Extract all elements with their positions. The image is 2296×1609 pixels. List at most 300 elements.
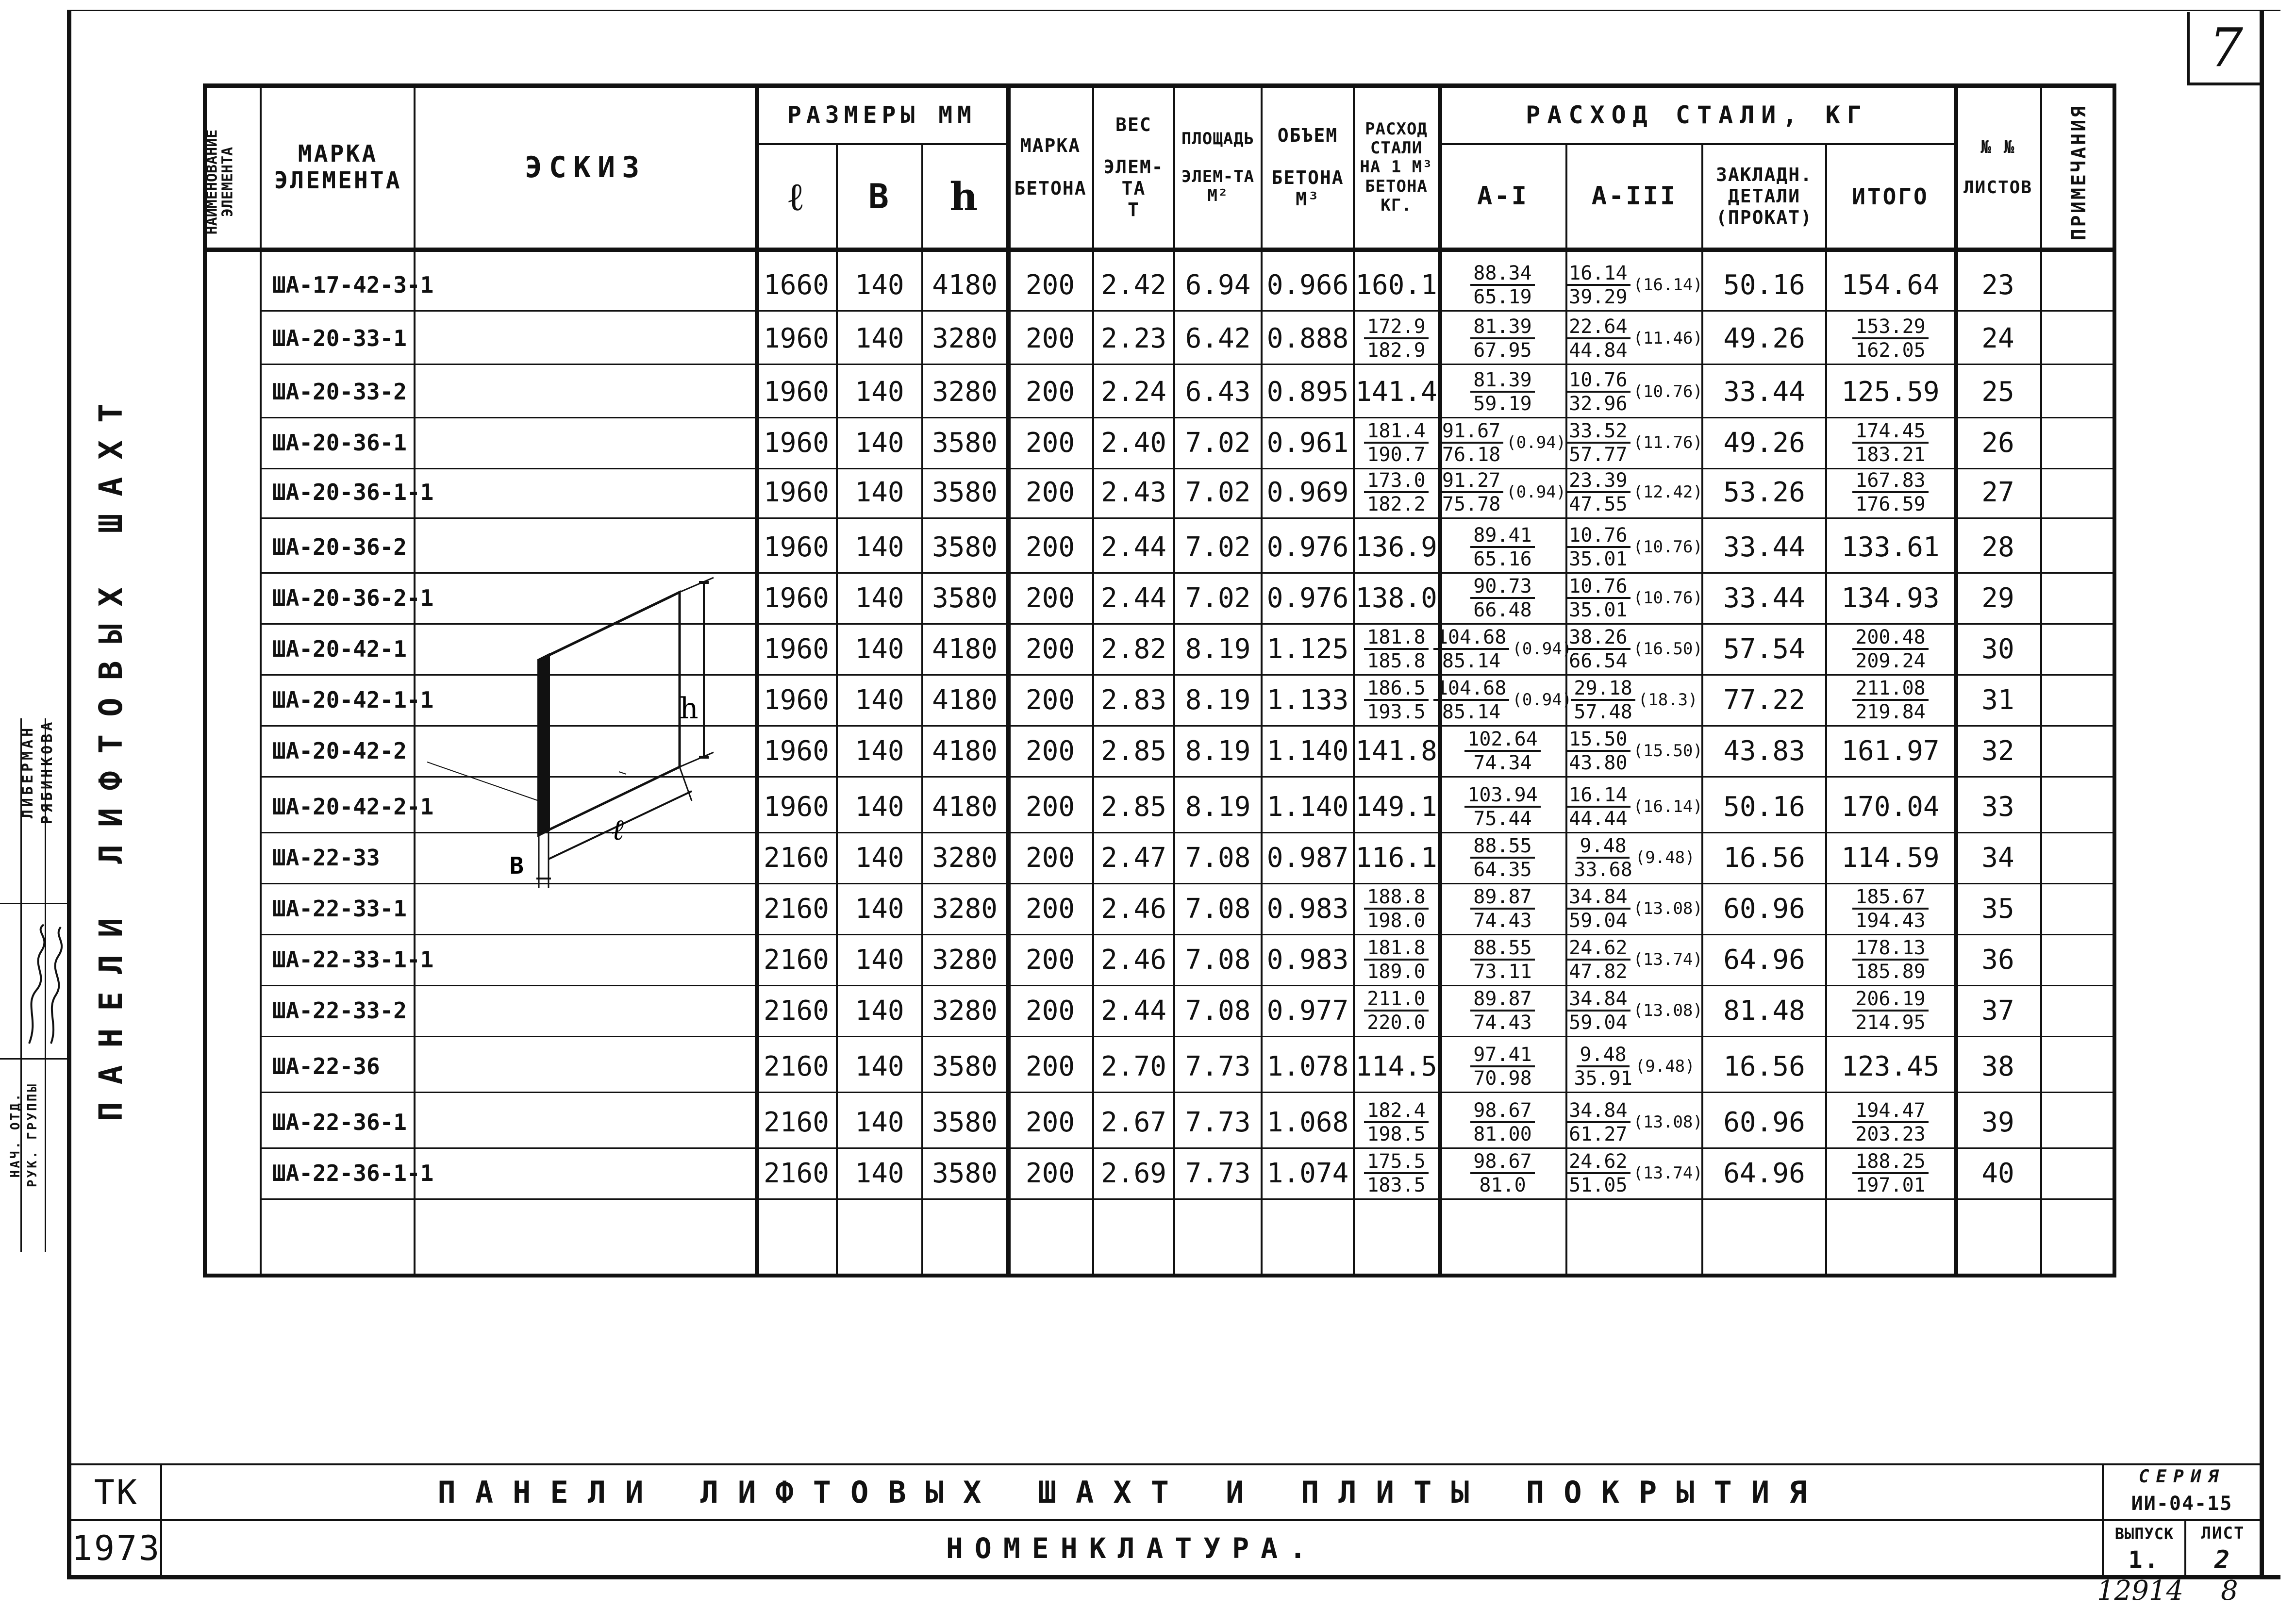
table-cell-zd xyxy=(1703,675,1825,725)
value: ША-22-33-1-1 xyxy=(272,946,434,973)
value: ША-22-36-1 xyxy=(272,1109,407,1135)
table-cell-b xyxy=(838,985,921,1036)
value: ША-20-42-2-1 xyxy=(272,794,434,820)
table-cell-pl xyxy=(1175,522,1261,572)
group-label: ПАНЕЛИ ЛИФТОВЫХ ШАХТ xyxy=(92,386,130,1121)
seria-value: ИИ-04-15 xyxy=(2131,1493,2233,1515)
value: 16.56 xyxy=(1723,1050,1805,1082)
value-bottom: 47.55 xyxy=(1569,493,1628,515)
value-top: 175.5 xyxy=(1364,1152,1428,1174)
table-cell-mark xyxy=(262,675,434,725)
value-bottom: 194.43 xyxy=(1855,909,1926,932)
value-paren: (9.48) xyxy=(1635,1057,1695,1076)
value-bottom: 64.35 xyxy=(1473,858,1532,881)
value-top: 81.39 xyxy=(1470,370,1534,393)
table-cell-pl xyxy=(1175,467,1261,517)
value: ША-20-36-1 xyxy=(272,430,407,456)
table-cell-zd xyxy=(1703,366,1825,417)
value-bottom: 214.95 xyxy=(1855,1011,1926,1034)
value: 200 xyxy=(1025,893,1075,925)
value: 3580 xyxy=(932,582,998,614)
table-cell-r1 xyxy=(1355,1041,1438,1092)
table-cell-b xyxy=(838,1041,921,1092)
value-top: 89.87 xyxy=(1470,989,1534,1012)
value: 125.59 xyxy=(1841,376,1940,408)
table-cell-list xyxy=(1956,573,2040,623)
value: 64.96 xyxy=(1723,944,1805,976)
vypusk-label: ВЫПУСК xyxy=(2114,1524,2174,1543)
table-cell-zd xyxy=(1703,573,1825,623)
sketch-h-label: h xyxy=(680,692,699,726)
value-top: 206.19 xyxy=(1852,989,1929,1012)
value: 2160 xyxy=(764,1106,829,1138)
table-cell-beton xyxy=(1008,781,1092,832)
value: 2160 xyxy=(764,944,829,976)
value: 136.9 xyxy=(1355,531,1437,563)
table-cell-list xyxy=(1956,467,2040,517)
table-cell-a1 xyxy=(1440,832,1565,883)
table-cell-it xyxy=(1827,781,1954,832)
table-cell-list xyxy=(1956,1097,2040,1147)
table-cell-a3 xyxy=(1567,934,1701,985)
table-cell-a1 xyxy=(1440,1041,1565,1092)
value: 3580 xyxy=(932,476,998,508)
table-cell-b xyxy=(838,467,921,517)
value: 0.983 xyxy=(1266,893,1349,925)
seria-label: СЕРИЯ xyxy=(2138,1467,2226,1487)
value: 6.94 xyxy=(1185,269,1251,301)
value-bottom: 182.9 xyxy=(1367,339,1426,362)
subheader-line xyxy=(755,143,1006,145)
table-cell-beton xyxy=(1008,675,1092,725)
row-divider xyxy=(260,1198,2116,1200)
table-cell-list xyxy=(1956,313,2040,364)
table-cell-a3 xyxy=(1567,1041,1701,1092)
table-cell-ves xyxy=(1094,675,1173,725)
table-cell-zd xyxy=(1703,417,1825,468)
header-ploshad: ПЛОЩАДЬ ЭЛЕМ-ТА М² xyxy=(1181,129,1255,206)
value-top: 211.0 xyxy=(1364,989,1428,1012)
table-cell-ob xyxy=(1263,781,1353,832)
value-top: 181.8 xyxy=(1364,938,1428,961)
value: 2160 xyxy=(764,893,829,925)
table-cell-l xyxy=(757,467,836,517)
value-top: 22.64 xyxy=(1566,317,1630,339)
value: 31 xyxy=(1981,684,2014,716)
value: 2.40 xyxy=(1101,427,1166,459)
header-obem: ОБЪЕМ БЕТОНА М³ xyxy=(1271,124,1344,210)
table-cell-zd xyxy=(1703,883,1825,934)
value: 140 xyxy=(855,1157,904,1189)
value: 140 xyxy=(855,322,904,354)
table-cell-list xyxy=(1956,832,2040,883)
header-marka-betona: МАРКА БЕТОНА xyxy=(1014,135,1087,199)
value-bottom: 185.89 xyxy=(1855,960,1926,983)
value-paren: (13.08) xyxy=(1633,1001,1703,1020)
value-bottom: 197.01 xyxy=(1855,1174,1926,1196)
value: 7.73 xyxy=(1185,1157,1251,1189)
table-cell-beton xyxy=(1008,366,1092,417)
value: ША-22-33 xyxy=(272,845,380,871)
table-cell-beton xyxy=(1008,417,1092,468)
header-dim-l: ℓ xyxy=(788,174,805,219)
value-top: 15.50 xyxy=(1566,730,1630,752)
table-cell-ves xyxy=(1094,832,1173,883)
value-bottom: 59.04 xyxy=(1569,1011,1628,1034)
table-cell-pl xyxy=(1175,417,1261,468)
value: 140 xyxy=(855,944,904,976)
value: 3580 xyxy=(932,531,998,563)
table-cell-beton xyxy=(1008,1148,1092,1198)
table-cell-h xyxy=(923,726,1006,776)
value: 140 xyxy=(855,376,904,408)
value: 33.44 xyxy=(1723,531,1805,563)
value: 30 xyxy=(1981,633,2014,665)
value-top: 9.48 xyxy=(1577,1045,1629,1067)
col-line xyxy=(414,83,416,1277)
value: 2160 xyxy=(764,995,829,1027)
table-cell-r1 xyxy=(1355,781,1438,832)
header-ves: ВЕС ЭЛЕМ-ТА Т xyxy=(1103,114,1164,220)
value-paren: (13.08) xyxy=(1633,899,1703,918)
value-bottom: 32.96 xyxy=(1569,392,1628,415)
table-cell-it xyxy=(1827,417,1954,468)
value: 81.48 xyxy=(1723,995,1805,1027)
value: ША-22-36-1-1 xyxy=(272,1160,434,1186)
value: 1.068 xyxy=(1266,1106,1349,1138)
table-cell-b xyxy=(838,781,921,832)
table-cell-pl xyxy=(1175,832,1261,883)
table-cell-r1 xyxy=(1355,522,1438,572)
value-top: 33.52 xyxy=(1566,421,1630,444)
value: 2.46 xyxy=(1101,893,1166,925)
table-cell-ob xyxy=(1263,934,1353,985)
value-bottom: 81.00 xyxy=(1473,1123,1532,1145)
value: 0.983 xyxy=(1266,944,1349,976)
value: 2.83 xyxy=(1101,684,1166,716)
table-cell-a1 xyxy=(1440,260,1565,310)
value-paren: (10.76) xyxy=(1633,382,1703,401)
table-cell-h xyxy=(923,985,1006,1036)
value-top: 88.55 xyxy=(1470,938,1534,961)
table-cell-l xyxy=(757,675,836,725)
value: ША-20-36-2-1 xyxy=(272,585,434,611)
table-cell-h xyxy=(923,573,1006,623)
value: 43.83 xyxy=(1723,735,1805,767)
sketch-b-label: В xyxy=(510,852,524,879)
table-cell-r1 xyxy=(1355,467,1438,517)
row-divider xyxy=(260,1036,2116,1037)
value: 140 xyxy=(855,582,904,614)
table-cell-list xyxy=(1956,934,2040,985)
table-cell-list xyxy=(1956,624,2040,674)
table-cell-list xyxy=(1956,1041,2040,1092)
value: 2.46 xyxy=(1101,944,1166,976)
table-cell-ob xyxy=(1263,467,1353,517)
table-cell-it xyxy=(1827,1097,1954,1147)
value-bottom: 57.77 xyxy=(1569,443,1628,466)
value: 7.73 xyxy=(1185,1106,1251,1138)
value-top: 173.0 xyxy=(1364,471,1428,493)
row-divider xyxy=(260,1092,2116,1093)
row-divider xyxy=(260,517,2116,519)
table-cell-it xyxy=(1827,467,1954,517)
header-dim-b: В xyxy=(868,176,891,216)
value-bottom: 74.43 xyxy=(1473,1011,1532,1034)
value-top: 178.13 xyxy=(1852,938,1929,961)
table-cell-r1 xyxy=(1355,934,1438,985)
title-main: ПАНЕЛИ ЛИФТОВЫХ ШАХТ И ПЛИТЫ ПОКРЫТИЯ xyxy=(437,1475,1827,1510)
value: 2160 xyxy=(764,1157,829,1189)
value-paren: (18.3) xyxy=(1638,690,1698,710)
value-top: 10.76 xyxy=(1566,577,1630,599)
value: ША-22-33-1 xyxy=(272,896,407,922)
value-top: 89.87 xyxy=(1470,887,1534,910)
table-cell-list xyxy=(1956,883,2040,934)
value: 7.02 xyxy=(1185,582,1251,614)
table-cell-a1 xyxy=(1440,934,1565,985)
value: 34 xyxy=(1981,842,2014,874)
value: 2.85 xyxy=(1101,735,1166,767)
sketch-l-label: ℓ xyxy=(612,813,624,847)
table-cell-ob xyxy=(1263,260,1353,310)
table-cell-ves xyxy=(1094,313,1173,364)
table-cell-zd xyxy=(1703,934,1825,985)
value: 3580 xyxy=(932,1050,998,1082)
table-cell-h xyxy=(923,781,1006,832)
table-cell-ves xyxy=(1094,573,1173,623)
value-bottom: 189.0 xyxy=(1367,960,1426,983)
value: ША-20-33-2 xyxy=(272,379,407,405)
value: 140 xyxy=(855,269,904,301)
title-block-divider xyxy=(2102,1463,2104,1575)
table-cell-l xyxy=(757,883,836,934)
value-top: 174.45 xyxy=(1852,421,1929,444)
value: 200 xyxy=(1025,1106,1075,1138)
value: 1960 xyxy=(764,735,829,767)
value-bottom: 66.48 xyxy=(1473,598,1532,621)
table-cell-l xyxy=(757,366,836,417)
value: 2.42 xyxy=(1101,269,1166,301)
value-top: 104.68 xyxy=(1433,628,1510,650)
table-cell-zd xyxy=(1703,726,1825,776)
table-cell-list xyxy=(1956,781,2040,832)
value-paren: (16.14) xyxy=(1633,275,1703,295)
value: 28 xyxy=(1981,531,2014,563)
table-cell-a3 xyxy=(1567,985,1701,1036)
table-cell-pl xyxy=(1175,1041,1261,1092)
value: 53.26 xyxy=(1723,476,1805,508)
table-cell-l xyxy=(757,522,836,572)
value-top: 91.27 xyxy=(1439,471,1503,493)
table-cell-h xyxy=(923,883,1006,934)
value-top: 185.67 xyxy=(1852,887,1929,910)
value-bottom: 85.14 xyxy=(1442,700,1501,723)
value: 154.64 xyxy=(1841,269,1940,301)
value: ША-17-42-3-1 xyxy=(272,272,434,298)
table-cell-pl xyxy=(1175,366,1261,417)
value-top: 181.8 xyxy=(1364,628,1428,650)
value: 200 xyxy=(1025,633,1075,665)
table-cell-a3 xyxy=(1567,417,1701,468)
list-value: 2 xyxy=(2214,1545,2232,1575)
table-cell-l xyxy=(757,1097,836,1147)
value: 1.140 xyxy=(1266,735,1349,767)
table-cell-a3 xyxy=(1567,573,1701,623)
panel-sketch xyxy=(427,558,728,898)
table-cell-a1 xyxy=(1440,883,1565,934)
table-cell-h xyxy=(923,1041,1006,1092)
table-cell-list xyxy=(1956,522,2040,572)
value: 2160 xyxy=(764,1050,829,1082)
value: 4180 xyxy=(932,269,998,301)
table-cell-pl xyxy=(1175,675,1261,725)
table-cell-beton xyxy=(1008,313,1092,364)
value-bottom: 219.84 xyxy=(1855,700,1926,723)
value: 0.888 xyxy=(1266,322,1349,354)
value: 77.22 xyxy=(1723,684,1805,716)
value: 7.02 xyxy=(1185,531,1251,563)
table-cell-h xyxy=(923,467,1006,517)
value: 140 xyxy=(855,684,904,716)
table-cell-a1 xyxy=(1440,313,1565,364)
header-itogo: ИТОГО xyxy=(1852,183,1929,210)
value: 35 xyxy=(1981,893,2014,925)
value: 200 xyxy=(1025,995,1075,1027)
value: 0.895 xyxy=(1266,376,1349,408)
value: 200 xyxy=(1025,427,1075,459)
table-cell-r1 xyxy=(1355,1097,1438,1147)
value: 2.69 xyxy=(1101,1157,1166,1189)
value: 64.96 xyxy=(1723,1157,1805,1189)
value: 0.976 xyxy=(1266,531,1349,563)
value: 140 xyxy=(855,735,904,767)
value: 140 xyxy=(855,791,904,823)
table-cell-mark xyxy=(262,1041,414,1092)
table-cell-zd xyxy=(1703,522,1825,572)
table-cell-list xyxy=(1956,726,2040,776)
table-cell-beton xyxy=(1008,522,1092,572)
value: 1960 xyxy=(764,322,829,354)
table-cell-beton xyxy=(1008,573,1092,623)
table-cell-a3 xyxy=(1567,781,1701,832)
value-top: 104.68 xyxy=(1433,679,1510,701)
value: 200 xyxy=(1025,531,1075,563)
value-top: 188.8 xyxy=(1364,887,1428,910)
stamp-name1: ЛИБЕРМАН xyxy=(19,725,36,819)
value: 200 xyxy=(1025,944,1075,976)
table-cell-beton xyxy=(1008,883,1092,934)
table-cell-pl xyxy=(1175,1097,1261,1147)
table-cell-list xyxy=(1956,675,2040,725)
value: 3580 xyxy=(932,427,998,459)
table-cell-r1 xyxy=(1355,624,1438,674)
table-cell-it xyxy=(1827,675,1954,725)
panel-edge xyxy=(539,655,549,835)
table-cell-mark xyxy=(262,366,414,417)
value-top: 34.84 xyxy=(1566,887,1630,910)
value: 4180 xyxy=(932,735,998,767)
value-bottom: 65.19 xyxy=(1473,285,1532,308)
value-top: 103.94 xyxy=(1464,785,1541,808)
table-cell-it xyxy=(1827,883,1954,934)
table-cell-beton xyxy=(1008,726,1092,776)
value-bottom: 35.91 xyxy=(1574,1067,1632,1090)
value: 33.44 xyxy=(1723,376,1805,408)
header-a1: А-I xyxy=(1477,182,1529,211)
value: 1.078 xyxy=(1266,1050,1349,1082)
value-bottom: 57.48 xyxy=(1574,700,1632,723)
value: 1.140 xyxy=(1266,791,1349,823)
table-cell-r1 xyxy=(1355,260,1438,310)
value: 7.08 xyxy=(1185,995,1251,1027)
value: 24 xyxy=(1981,322,2014,354)
value-top: 16.14 xyxy=(1566,264,1630,286)
header-primechaniya: ПРИМЕЧАНИЯ xyxy=(2068,104,2090,241)
table-cell-it xyxy=(1827,1041,1954,1092)
value-top: 102.64 xyxy=(1464,730,1541,752)
table-cell-list xyxy=(1956,417,2040,468)
value: 6.42 xyxy=(1185,322,1251,354)
vypusk-value: 1. xyxy=(2128,1546,2161,1574)
value: 2.82 xyxy=(1101,633,1166,665)
table-cell-mark xyxy=(262,624,414,674)
value: 49.26 xyxy=(1723,427,1805,459)
table-cell-r1 xyxy=(1355,985,1438,1036)
value: 140 xyxy=(855,633,904,665)
value-top: 34.84 xyxy=(1566,989,1630,1012)
table-cell-mark xyxy=(262,522,414,572)
value-bottom: 198.0 xyxy=(1367,909,1426,932)
value: 1960 xyxy=(764,791,829,823)
table-cell-mark xyxy=(262,1148,434,1198)
value: 50.16 xyxy=(1723,269,1805,301)
value: 1960 xyxy=(764,684,829,716)
value: 200 xyxy=(1025,376,1075,408)
value-bottom: 74.34 xyxy=(1473,751,1532,774)
value-top: 10.76 xyxy=(1566,370,1630,393)
table-cell-ves xyxy=(1094,781,1173,832)
table-cell-a1 xyxy=(1440,1148,1565,1198)
table-cell-ves xyxy=(1094,985,1173,1036)
table-cell-a3 xyxy=(1567,366,1701,417)
table-cell-list xyxy=(1956,260,2040,310)
value: 141.4 xyxy=(1355,376,1437,408)
table-cell-ob xyxy=(1263,366,1353,417)
table-cell-ob xyxy=(1263,624,1353,674)
table-cell-ob xyxy=(1263,313,1353,364)
value-paren: (0.94) xyxy=(1506,482,1566,502)
value-paren: (16.14) xyxy=(1633,797,1703,816)
value-top: 182.4 xyxy=(1364,1101,1428,1123)
table-cell-ob xyxy=(1263,883,1353,934)
value: 200 xyxy=(1025,1050,1075,1082)
value: 1960 xyxy=(764,582,829,614)
title-org: ТК xyxy=(94,1472,139,1512)
table-cell-mark xyxy=(262,467,434,517)
table-cell-ves xyxy=(1094,883,1173,934)
table-cell-pl xyxy=(1175,781,1261,832)
value: 1.133 xyxy=(1266,684,1349,716)
value-bottom: 76.18 xyxy=(1442,443,1501,466)
value-bottom: 61.27 xyxy=(1569,1123,1628,1145)
value: 1.125 xyxy=(1266,633,1349,665)
table-cell-mark xyxy=(262,417,414,468)
value-paren: (13.08) xyxy=(1633,1112,1703,1132)
signature xyxy=(19,922,66,1048)
table-cell-b xyxy=(838,573,921,623)
value: 140 xyxy=(855,893,904,925)
